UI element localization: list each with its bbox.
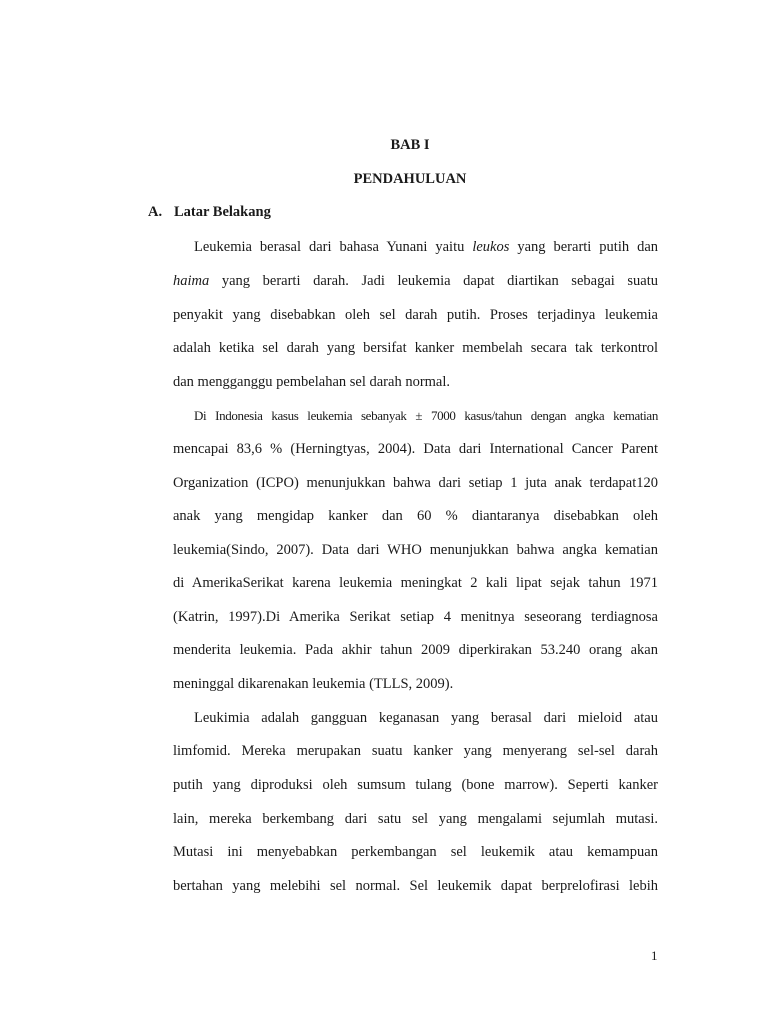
paragraph-1-line-3: penyakit yang disebabkan oleh sel darah putih. Proses terjadinya leukemia bbox=[173, 307, 658, 323]
section-letter: A. bbox=[148, 204, 163, 220]
section-title: Latar Belakang bbox=[174, 204, 271, 220]
text-run: Leukemia berasal dari bahasa Yunani yaitu bbox=[194, 239, 473, 255]
italic-term: leukos bbox=[472, 239, 510, 255]
paragraph-3-line-1: Leukimia adalah gangguan keganasan yang berasal dari mieloid atau bbox=[194, 710, 658, 726]
section-heading bbox=[148, 204, 271, 221]
text-run: yang berarti darah. Jadi leukemia dapat diartikan sebagai suatu bbox=[209, 273, 658, 289]
italic-term: haima bbox=[173, 273, 210, 289]
paragraph-1-line-1 bbox=[194, 239, 658, 256]
paragraph-3-line-4: lain, mereka berkembang dari satu sel yang mengalami sejumlah mutasi. bbox=[173, 811, 658, 827]
paragraph-1-line-5: dan mengganggu pembelahan sel darah normal. bbox=[173, 374, 451, 390]
text-run: yang berarti putih dan bbox=[509, 239, 659, 255]
paragraph-3-line-3: putih yang diproduksi oleh sumsum tulang (bone marrow). Seperti kanker bbox=[173, 777, 658, 793]
paragraph-2-line-4: anak yang mengidap kanker dan 60 % diantaranya disebabkan oleh bbox=[173, 508, 658, 524]
paragraph-2-line-3: Organization (ICPO) menunjukkan bahwa dari setiap 1 juta anak terdapat120 bbox=[173, 475, 658, 491]
paragraph-2-line-2: mencapai 83,6 % (Herningtyas, 2004). Data dari International Cancer Parent bbox=[173, 441, 658, 457]
paragraph-2-line-9: meninggal dikarenakan leukemia (TLLS, 2009). bbox=[173, 676, 454, 692]
paragraph-1-line-4: adalah ketika sel darah yang bersifat kanker membelah secara tak terkontrol bbox=[173, 340, 658, 356]
page-number: 1 bbox=[651, 948, 658, 963]
paragraph-3-line-6: bertahan yang melebihi sel normal. Sel leukemik dapat berprelofirasi lebih bbox=[173, 878, 658, 894]
paragraph-2-line-6: di AmerikaSerikat karena leukemia meningkat 2 kali lipat sejak tahun 1971 bbox=[173, 575, 658, 591]
paragraph-2-line-7: (Katrin, 1997).Di Amerika Serikat setiap 4 menitnya seseorang terdiagnosa bbox=[173, 609, 658, 625]
chapter-number: BAB I bbox=[390, 137, 430, 153]
chapter-title: PENDAHULUAN bbox=[353, 171, 467, 187]
paragraph-3-line-2: limfomid. Mereka merupakan suatu kanker yang menyerang sel-sel darah bbox=[173, 743, 658, 759]
paragraph-1-line-2 bbox=[173, 273, 658, 290]
paragraph-3-line-5: Mutasi ini menyebabkan perkembangan sel leukemik atau kemampuan bbox=[173, 844, 658, 860]
paragraph-2-line-5: leukemia(Sindo, 2007). Data dari WHO menunjukkan bahwa angka kematian bbox=[173, 542, 658, 558]
paragraph-2-line-8: menderita leukemia. Pada akhir tahun 2009 diperkirakan 53.240 orang akan bbox=[173, 642, 658, 658]
paragraph-2-line-1: Di Indonesia kasus leukemia sebanyak ± 7000 kasus/tahun dengan angka kematian bbox=[194, 408, 658, 423]
